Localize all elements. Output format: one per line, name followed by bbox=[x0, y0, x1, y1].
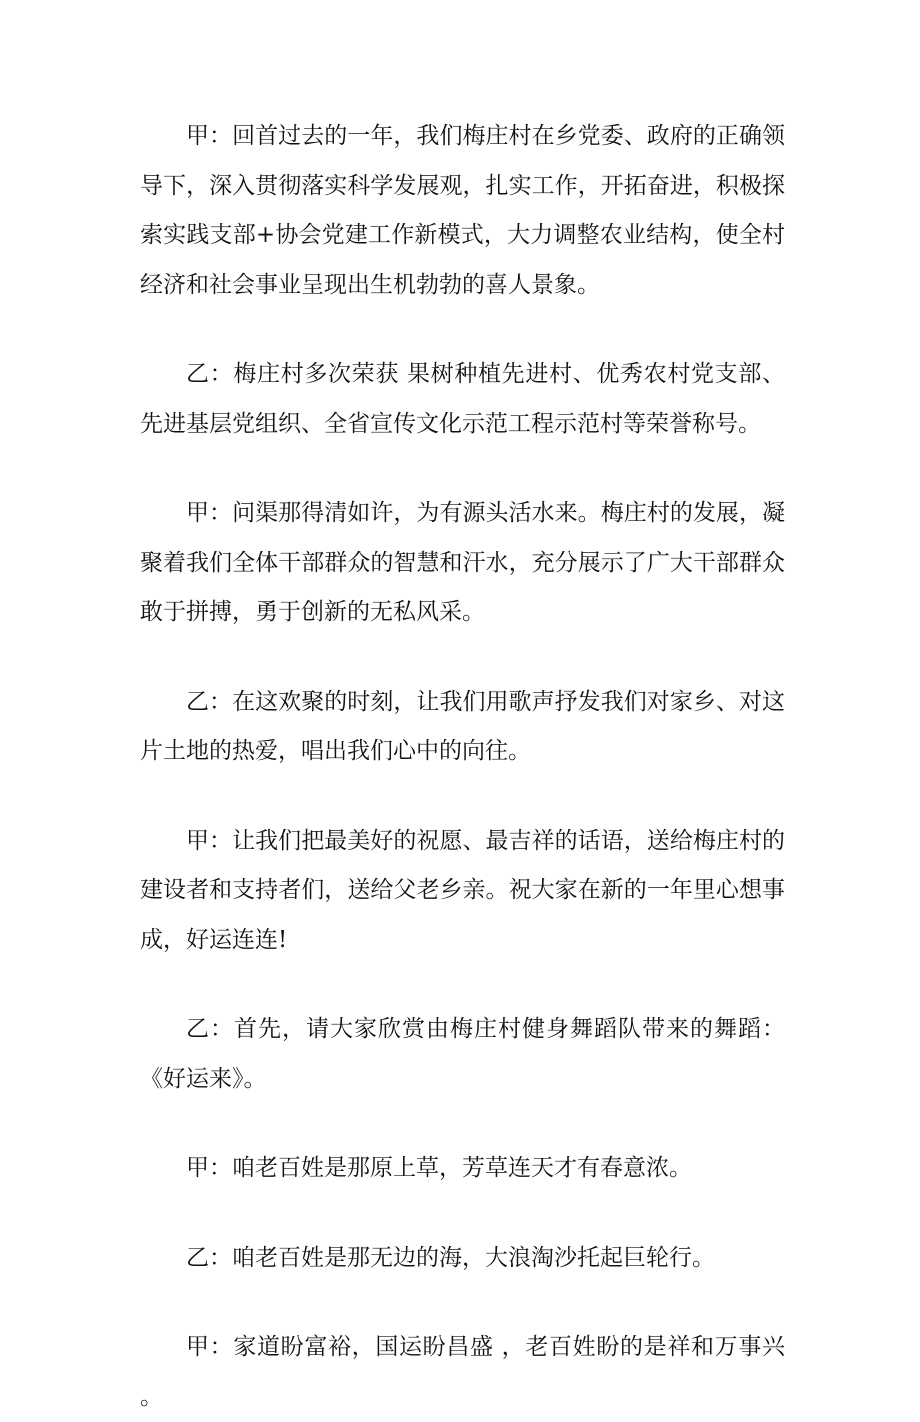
document-body bbox=[140, 112, 785, 1422]
paragraph-9: 甲：家道盼富裕，国运盼昌盛 ，老百姓盼的是祥和万事兴 。 bbox=[140, 1334, 785, 1410]
paragraph-3: 甲：问渠那得清如许，为有源头活水来。梅庄村的发展，凝聚着我们全体干部群众的智慧和汗水，充分展示了广大干部群众敢于拼搏，勇于创新的无私风采。 bbox=[140, 500, 785, 625]
paragraph-8: 乙：咱老百姓是那无边的海，大浪淘沙托起巨轮行。 bbox=[186, 1244, 715, 1271]
paragraph-6: 乙：首先，请大家欣赏由梅庄村健身舞蹈队带来的舞蹈：《好运来》。 bbox=[140, 1016, 785, 1092]
paragraph-2: 乙：梅庄村多次荣获 果树种植先进村、优秀农村党支部、先进基层党组织、全省宣传文化示范工程示范村等荣誉称号。 bbox=[140, 361, 785, 437]
paragraph-1: 甲：回首过去的一年，我们梅庄村在乡党委、政府的正确领导下，深入贯彻落实科学发展观，扎实工作，开拓奋进，积极探索实践支部+协会党建工作新模式，大力调整农业结构，使全村经济和社会事业呈现出生机勃勃的喜人景象。 bbox=[140, 123, 785, 298]
paragraph-5: 甲：让我们把最美好的祝愿、最吉祥的话语，送给梅庄村的建设者和支持者们，送给父老乡亲。祝大家在新的一年里心想事成，好运连连! bbox=[140, 827, 785, 953]
paragraph-7: 甲：咱老百姓是那原上草，芳草连天才有春意浓。 bbox=[186, 1155, 692, 1181]
paragraph-4: 乙：在这欢聚的时刻，让我们用歌声抒发我们对家乡、对这片土地的热爱，唱出我们心中的向往。 bbox=[140, 688, 785, 764]
